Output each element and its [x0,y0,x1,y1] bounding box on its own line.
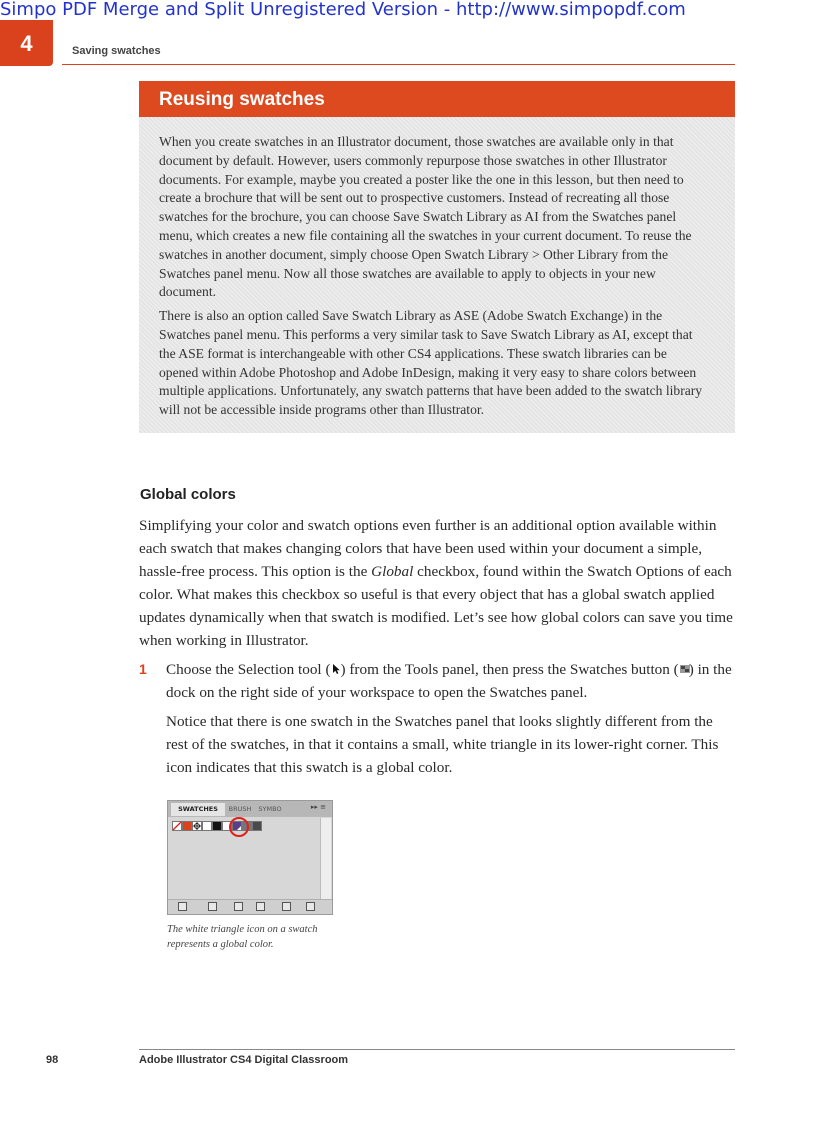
header-rule [62,64,735,65]
step-text [166,658,737,704]
watermark-banner: Simpo PDF Merge and Split Unregistered Version - http://www.simpopdf.com [0,0,686,20]
tab-brushes: BRUSH [228,805,252,813]
tab-symbols: SYMBO [258,805,282,813]
step-note: Notice that there is one swatch in the Swatches panel that looks slightly different from the rest of the swatches, in that it contains a small, white triangle in its lower-right corner. This icon indicates that this swatch is a global color. [166,713,719,776]
global-swatch-highlight-circle [229,817,249,837]
body-text: checkbox, found within the Swatch Options of each color. What makes this checkbox so useful is that every object that has a global swatch applied updates dynamically when that swatch is modified. Let’s see how global colors can save you time when working in Illustrator. [139,563,733,649]
global-emphasis: Global [371,563,414,580]
step-1 [139,658,737,779]
swatches-panel-screenshot [167,800,333,915]
section-heading: Global colors [140,486,236,503]
step-number: 1 [139,661,147,677]
step-text-part: Choose the Selection tool ( [166,661,331,678]
new-swatch-icon [282,902,291,911]
panel-menu-icon: ▸▸ ≡ [310,803,326,811]
sidebar-paragraph: When you create swatches in an Illustrator document, those swatches are available only in that document by default. However, users commonly repurpose those swatches in other Illustrator documents. For example, maybe you created a poster like the one in this lesson, but then need to create a brochure that will be sent out to prospective customers. Instead of recreating all those swatches for the brochure, you can choose Save Swatch Library as AI from the Swatches panel menu, which creates a new file containing all the swatches in your current document. To reuse the swatches in another document, simply choose Open Swatch Library > Other Library from the Swatches panel menu. Now all those swatches are available to apply to objects in your new document. [159,134,692,300]
swatch-black [212,821,222,831]
swatches-button-icon [679,663,689,675]
reusing-swatches-sidebar [139,81,735,433]
page-number: 98 [46,1054,59,1066]
selection-tool-icon [331,663,341,675]
swatch-white [202,821,212,831]
running-head: Saving swatches [72,45,161,57]
panel-tab-bar [168,801,332,817]
tab-swatches: SWATCHES [171,803,225,816]
body-paragraph [139,514,737,652]
swatch-orange [182,821,192,831]
show-kinds-icon [208,902,217,911]
sidebar-title: Reusing swatches [139,81,735,117]
panel-bottom-toolbar [168,899,332,914]
trash-icon [306,902,315,911]
footer-rule [139,1049,735,1050]
swatches-panel-figure [167,800,333,915]
swatch-dark-gray [252,821,262,831]
none-swatch [172,821,182,831]
panel-scrollbar [320,818,331,900]
chapter-number-tab: 4 [0,20,53,66]
body-text: Simplifying your color and swatch options even further is an additional option available within each swatch that makes changing colors that have been used within your document a simple, hassle-free process. This option is the [139,517,717,580]
book-title: Adobe Illustrator CS4 Digital Classroom [139,1054,349,1066]
sidebar-paragraph: There is also an option called Save Swatch Library as ASE (Adobe Swatch Exchange) in the Swatches panel menu. This performs a very similar task to Save Swatch Library as AI, except that the ASE format is interchangeable with other CS4 applications. These swatch libraries can be opened within Adobe Photoshop and Adobe InDesign, making it very easy to share colors between multiple applications. Unfortunately, any swatch patterns that have been added to the swatch library will not be accessible inside programs other than Illustrator. [159,308,703,418]
sidebar-body [139,117,735,433]
library-menu-icon [178,902,187,911]
registration-swatch [192,821,202,831]
step-text-part: ) in the dock on the right side of your workspace to open the Swatches panel. [166,661,732,701]
step-text-part: ) from the Tools panel, then press the Swatches button ( [340,661,679,678]
swatch-options-icon [234,902,243,911]
figure-caption: The white triangle icon on a swatch represents a global color. [167,924,318,950]
new-color-group-icon [256,902,265,911]
